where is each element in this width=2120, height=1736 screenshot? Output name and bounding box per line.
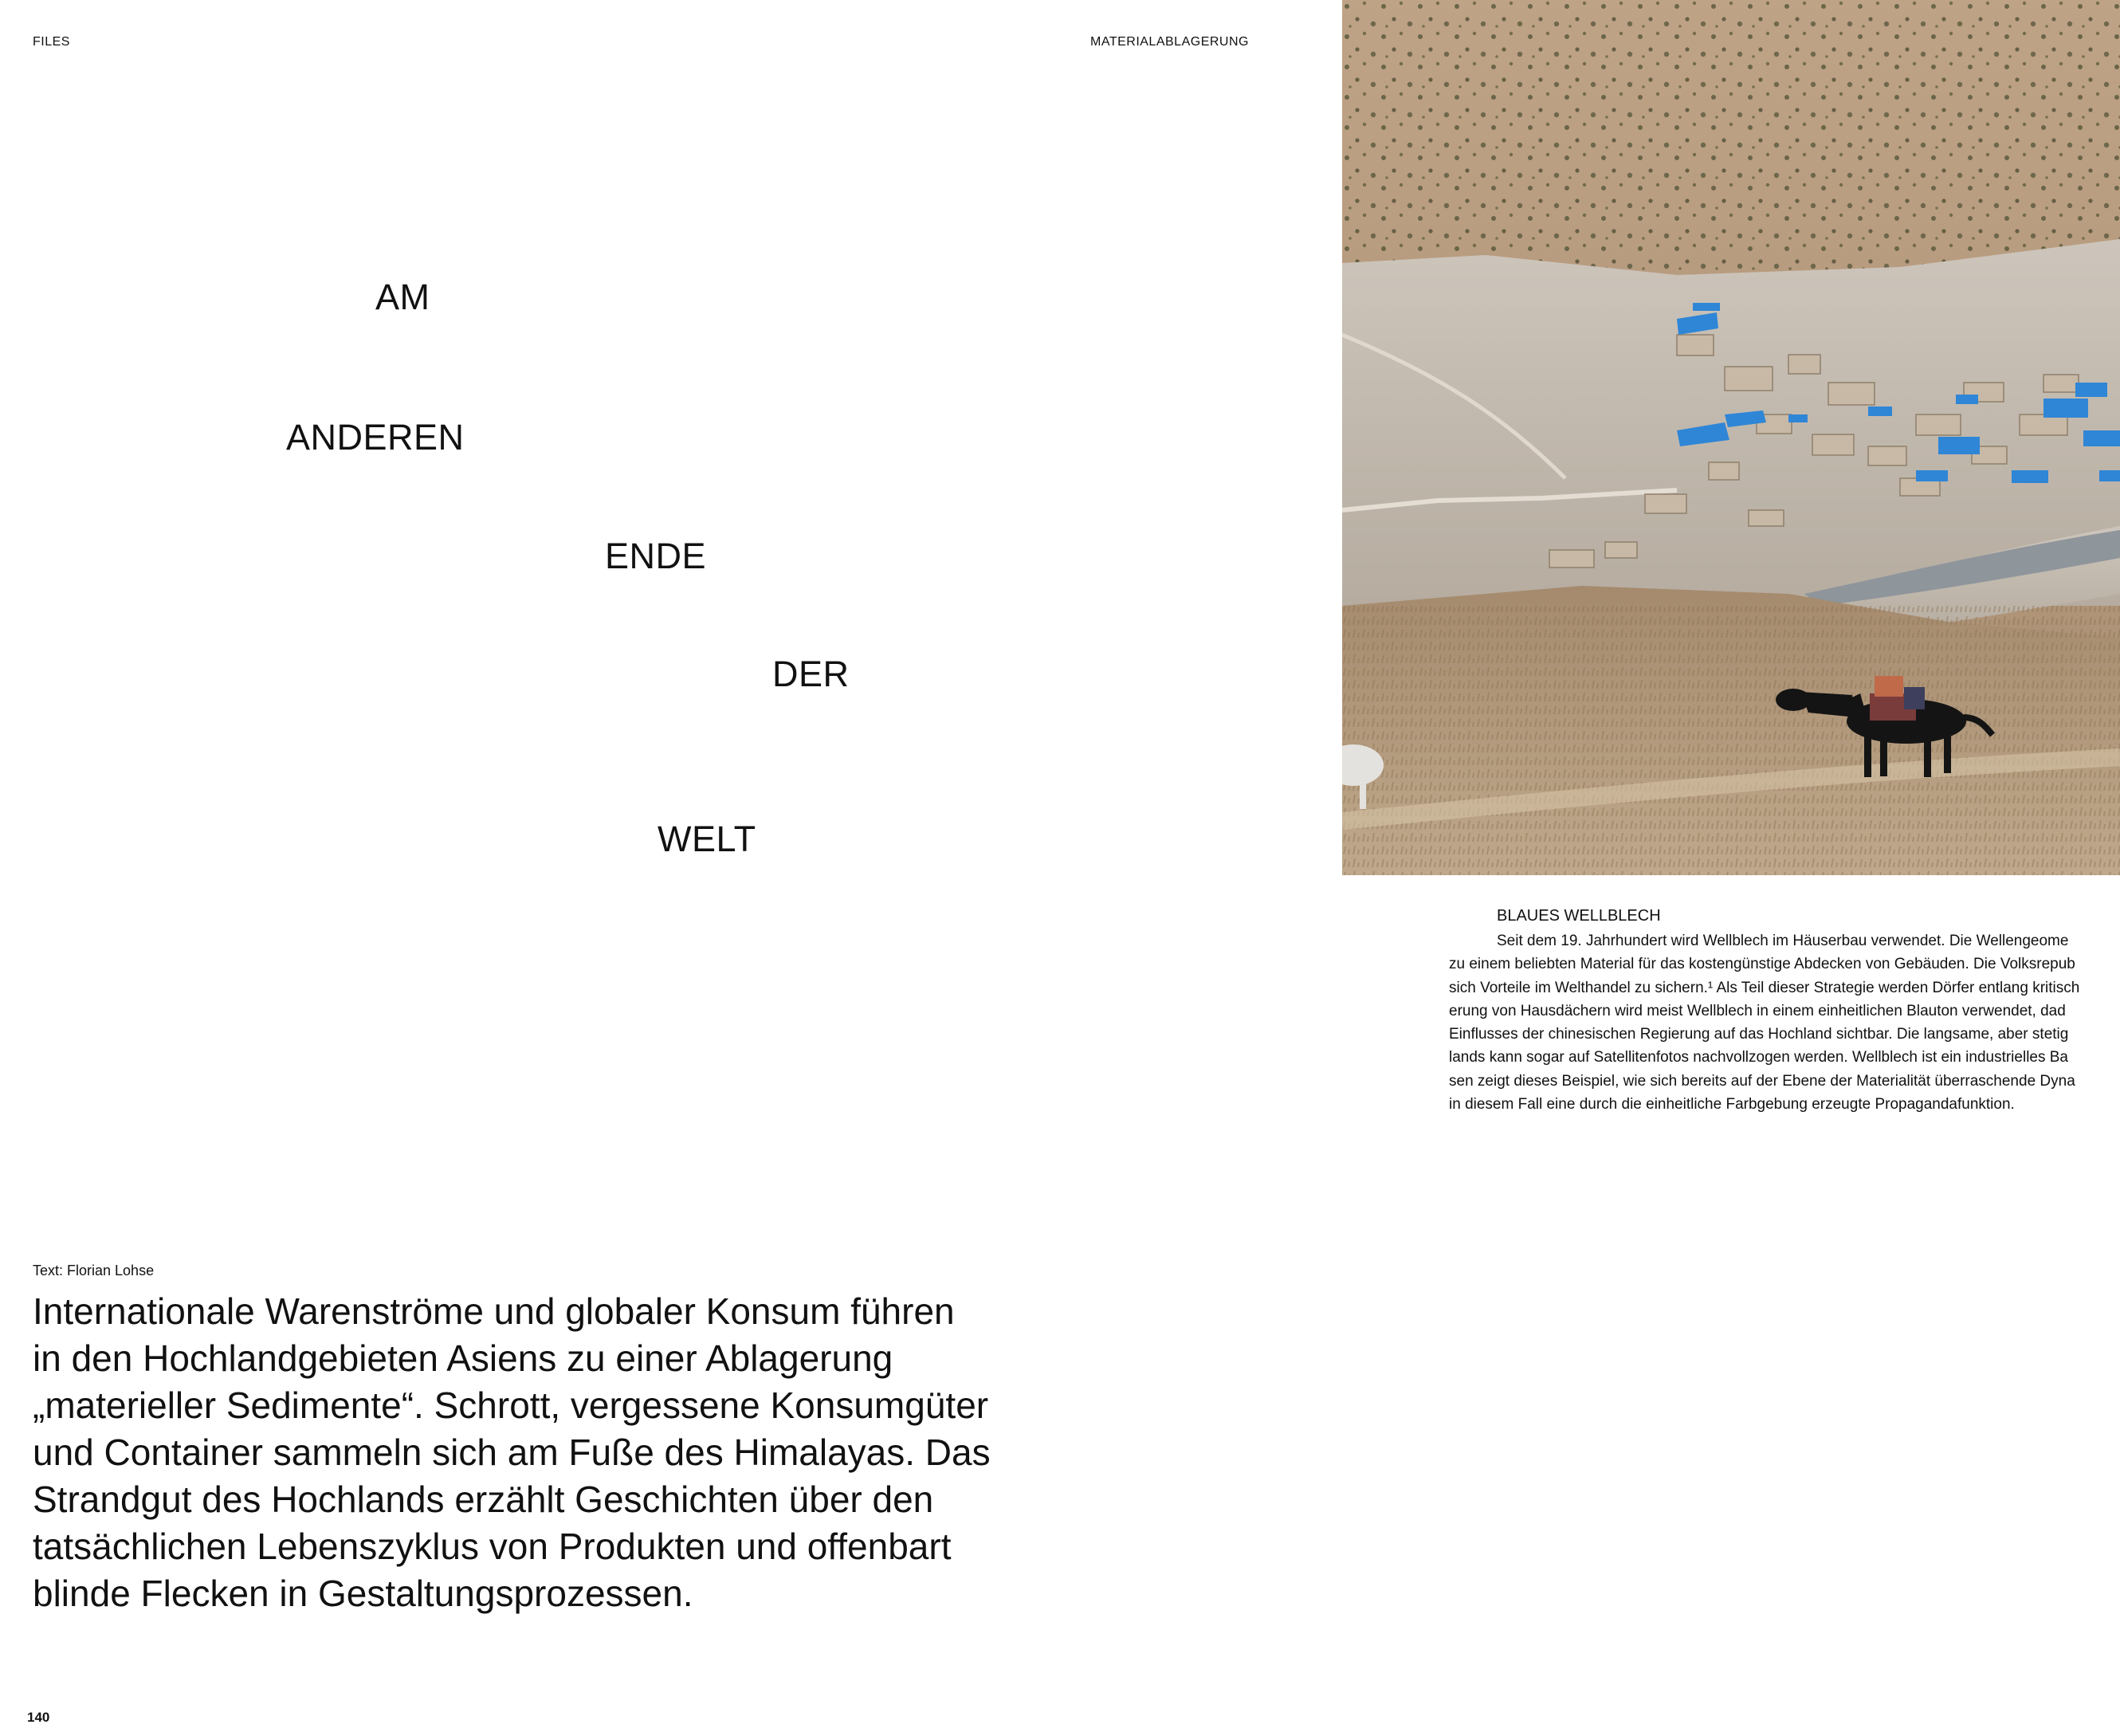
caption-line: in diesem Fall eine durch die einheitliche Farbgebung erzeugte Propagandafunktion.: [1449, 1096, 2015, 1113]
lead-line: blinde Flecken in Gestaltungsprozessen.: [33, 1573, 693, 1614]
caption-line: Einflusses der chinesischen Regierung auf das Hochland sichtbar. Die langsame, aber stetig: [1449, 1026, 2069, 1043]
lead-line: Strandgut des Hochlands erzählt Geschichten über den: [33, 1479, 934, 1520]
caption-heading: BLAUES WELLBLECH: [1497, 907, 1661, 925]
caption-line: sen zeigt dieses Beispiel, wie sich bereits auf der Ebene der Materialität überraschende Dyna: [1449, 1072, 2075, 1090]
lead-line: Internationale Warenströme und globaler Konsum führen: [33, 1290, 955, 1332]
caption-line: erung von Hausdächern wird meist Wellblech in einem einheitlichen Blauton verwendet, dad: [1449, 1002, 2066, 1019]
page-number: 140: [27, 1710, 50, 1725]
title-word: ANDEREN: [286, 417, 465, 458]
caption-line: lands kann sogar auf Satellitenfotos nachvollzogen werden. Wellblech ist ein industrielles Ba: [1449, 1049, 2068, 1066]
title-word: WELT: [658, 819, 756, 859]
caption-line: sich Vorteile im Welthandel zu sichern.¹ Als Teil dieser Strategie werden Dörfer entlang kritisch: [1449, 979, 2080, 996]
title-word: ENDE: [605, 536, 707, 576]
lead-paragraph: [33, 1288, 1069, 1617]
lead-line: und Container sammeln sich am Fuße des Himalayas. Das: [33, 1432, 991, 1473]
running-head-right: MATERIALABLAGERUNG: [1090, 35, 1249, 49]
lead-line: tatsächlichen Lebenszyklus von Produkten und offenbart: [33, 1526, 952, 1567]
running-head-left: FILES: [33, 35, 70, 49]
author-credit: Text: Florian Lohse: [33, 1263, 155, 1278]
lead-line: in den Hochlandgebieten Asiens zu einer Ablagerung: [33, 1337, 893, 1379]
caption-line: Seit dem 19. Jahrhundert wird Wellblech im Häuserbau verwendet. Die Wellengeome: [1497, 933, 2069, 949]
landscape-photo: [1342, 0, 2120, 875]
lead-line: „materieller Sedimente“. Schrott, vergessene Konsumgüter: [33, 1384, 989, 1426]
caption-line: zu einem beliebten Material für das kostengünstige Abdecken von Gebäuden. Die Volksrepub: [1449, 956, 2075, 973]
title-word: AM: [375, 277, 430, 317]
title-word: DER: [772, 654, 850, 694]
caption-body: [1449, 929, 2120, 1116]
